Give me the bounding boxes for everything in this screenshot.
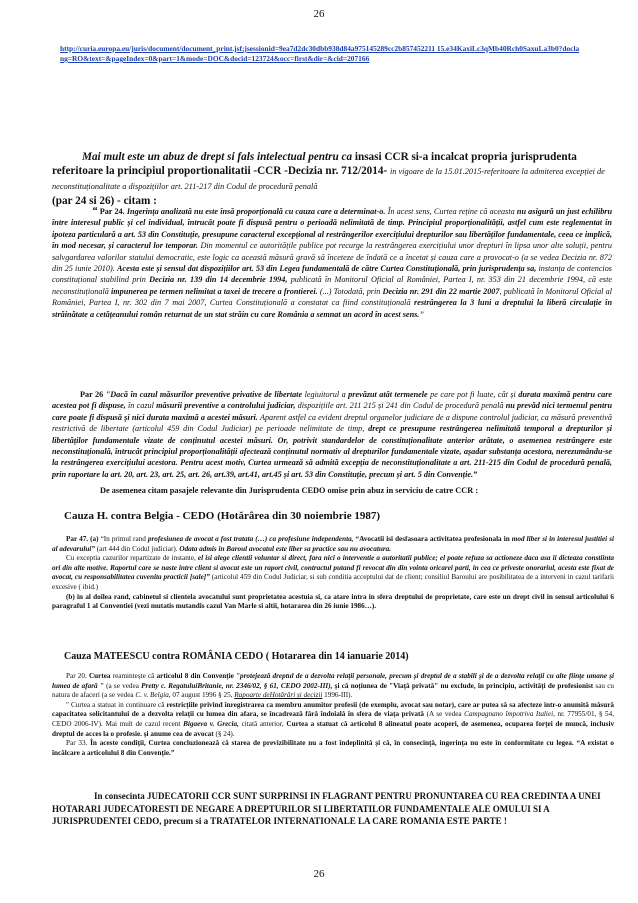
par-26-label: Par 26 (80, 390, 104, 399)
par-24-text: , publicată în Monitorul Oficial al României, Partea I, nr. 302 din 7 mai 2007, Curtea Constituțională a constatat ca fiind constituțională (52, 286, 612, 308)
mateescu-text: (A se vedea (426, 710, 462, 719)
par-24-text: nu asigură un just echilibru între interesul public și cel individual, întrucât poate fi dispusă pentru o perioadă nelimitată de timp. Principiul proporționalității, astfel cum este reglementat în ipoteza particulară a art. 53 din Constituție, presupune caracterul excepțional al restrângerilor exercițiului drepturilor sau libertăților fundamentale, ceea ce implică, în mod necesar, și caracterul lor temporar. (52, 207, 613, 251)
mateescu-text: " Curtea a statuat in continuare că (66, 700, 165, 709)
mateescu-text: Campagnano împotriva Italiei, (464, 710, 555, 719)
par-26-text: măsurii preventive a controlului judiciar, (156, 401, 296, 411)
belgium-body (52, 535, 614, 612)
par-24-text: În acest sens, Curtea reține că aceasta (387, 207, 515, 216)
belgium-text: el isi alege clientii voluntar si direct, fara nici o interventie a autoritatii publice; el poate refuza sa actioneze daca asa ii dicteaza constiinta ori din alte motive. Raportul care se naste intre client si avocat este un raport civil, contractul putand fi revocat din din vointa oricarei parti, in cea ce priveste onorariul, acesta este fixat de avocat, cu responsabilitatea cuvenita practicii [sale]” (52, 554, 614, 582)
page-number-top: 26 (313, 8, 325, 20)
mateescu-text: nr. 77955/01, § 54, CEDO 2006-IV). Mai mult de cazul recent (52, 710, 615, 728)
mateescu-text: "protejează dreptul de a dezvolta relații personale, precum și dreptul de a stabili și de a dezvolta relații cu alte ființe umane și lumea de afară " (52, 672, 615, 690)
cedo-intro-text: De asemenea citam pasajele relevante din Jurisprudenta CEDO omise prin abuz in serviciu de catre CCR : (100, 486, 479, 495)
mateescu-text: Par 33. (66, 739, 88, 748)
belgium-text: “Avocatii isi desfasoara activitatea profesionala in (355, 535, 510, 543)
par-24-text: instanța de contencios constituțional stabilind prin (52, 264, 612, 285)
lead-part2: insasi CCR si-a incalcat propria jurisprudenta referitoare la principiul proportionalitatii -CCR -Decizia nr. 712/2014- (52, 151, 577, 177)
par-24-text: Acesta este și sensul dat dispozițiilor art. 53 din Legea fundamentală de către Curtea Constituțională, prin jurisprudența sa, (116, 264, 537, 274)
belgium-text: (art 444 din Codul judiciar). (96, 544, 178, 553)
mateescu-text: restricțiile privind înregistrarea ca membru anumitor profesii (de exemplu, avocat sau notar), care ar putea să sa afecteze intr-o anumită măsură capacitatea solicitantului de a dezvolta relații cu lumea din afara, se încadrează fără îndoială în sfera de viața privată (52, 700, 614, 719)
belgium-text: Cu exceptia cazurilor repartizate de instante, (66, 554, 196, 563)
par-24-text: Decizia nr. 291 din 22 martie 2007 (382, 286, 500, 296)
quote-par-24 (52, 206, 612, 320)
mateescu-text: Rapoarte deHotărâri și decizii (234, 691, 323, 700)
lead-part1: Mai mult este un abuz de drept si fals intelectual pentru ca (82, 151, 353, 163)
quote-par-26 (52, 389, 612, 480)
belgium-text: Odata admis in Baroul avocatul este liber sa practice sau nu avocatura. (179, 544, 392, 553)
par-24-text: publicată în Monitorul Oficial al României, Partea I, nr. 353 din 21 decembrie 1994, că este neconstituțională (52, 275, 613, 296)
par-26-text: durata maximă pentru care acestea pot fi dispuse, (52, 390, 613, 411)
page-number-bottom: 26 (313, 868, 325, 880)
section-heading: Cauza MATEESCU contra ROMÂNIA CEDO ( Hotararea din 14 ianuarie 2014) (64, 651, 409, 662)
par-24-label: Par 24. (99, 207, 125, 216)
mateescu-text: 1996-III). (324, 691, 353, 700)
source-link[interactable]: http://curia.europa.eu/juris/document/document_print.jsf;jsessionid=9ea7d2dc30dbb938d84a975145289cc2b857452211 15.e34KaxiLc3qMb40Rch0SaxuLa3b0?doclang=RO&text=&pageIndex=0&part=1&mode=DOC&docid=123724&occ=first&dir=&cid=207166 (60, 44, 580, 63)
section-heading: Cauza H. contra Belgia - CEDO (Hotărârea din 30 noiembrie 1987) (64, 510, 381, 522)
par-24-text: Din momentul ce autoritățile publice pot recurge la restrângerea exercițiului unor drepturi în lipsa unor alte soluții, pentru salvgardarea valorilor statului democratic, este logic ca această măsură gravă să înceteze de îndată ce a încetat și cauza care a provocat-o (a se vedea Decizia nr. 872 din 25 iunie 2010). (52, 241, 612, 274)
par-26-text: Aparent astfel ca evident dreptul organelor judiciare de a dispune controlul judiciar, ca măsură preventivă restrictivă (52, 412, 612, 434)
mateescu-text: și că noțiunea de "Viață privată" nu exclude, în principiu, activități de profesionist (334, 681, 594, 690)
lead-part4: (par 24 si 26) - citam : (52, 195, 157, 207)
par-26-text: în cazul (128, 401, 154, 411)
closing-statement (52, 790, 612, 828)
mateescu-heading (64, 650, 624, 663)
cedo-intro (100, 485, 600, 496)
belgium-heading (64, 510, 624, 523)
par-26-text: drept ce presupune restrângerea nelimitată temporal a drepturilor și libertăților fundamentale vizate de conținutul acestei măsuri. (52, 424, 613, 445)
belgium-text: cabinetul si clientela avocatului sunt proprietatea acestuia si, ca atare intra in sfera dreptului de proprietate, care este un drept civil in sensul articolului 6 paragraful 1 al Conventiei (vezi mutatis mutandis cazul Van Marle si altii, hotararea din 26 iunie 1986…). (52, 592, 614, 611)
mateescu-text: 07 august 1996 § 25, (172, 691, 233, 700)
mateescu-text: C. v. Belgia, (135, 691, 171, 700)
mateescu-text: Par 20. (66, 672, 87, 680)
par-24-text: impunerea pe termen nelimitat a taxei de trecere a frontierei. (111, 286, 318, 296)
par-26-text: pe perioade nelimitate de timp, (255, 424, 365, 434)
par-26-text: Pentru acest motiv, Curtea urmează să admită excepția de neconstituționalitate a art. 211-215 din Codul de procedură penală, prin raportare la art. 20, art. 23, art. 25, art. 26, art.39, art.41, art.45 și art. 53 din Constituție, precum și art. 5 din Convenție.” (52, 458, 613, 479)
par-26-text: legiuitorul a (304, 390, 346, 399)
par-26-text: nu prevăd nici termenul pentru care poate fi dispusă și nici durata maximă a acestei măsuri. (52, 401, 612, 422)
par-24-text: (...) Totodată, prin (319, 286, 381, 296)
par-47-label: Par 47. (a) (66, 535, 99, 543)
par-26-text: de libertate (89, 424, 129, 434)
mateescu-text: citată anterior, (241, 719, 284, 728)
par-26-text: dispozițiile art. 211 215 și 241 din Codul de procedură penală (297, 401, 504, 411)
quote-open-mark: “ (92, 205, 98, 217)
belgium-text: “In primul rand (100, 535, 146, 543)
mateescu-text: sau cu natura de afaceri (a se vedea (52, 681, 615, 700)
mateescu-text: articolul 8 din Convenție (156, 672, 234, 680)
belgium-text: (articolul 459 din Codul Judiciar, si sub conditia acceptului dat de client; consiliul Baroului are posibilitatea de a interveni in cazul tarifarii excesive ( ibid.) (52, 573, 614, 591)
par-26-text: Or, potrivit standardelor de constituționalitate anterior arătate, o asemenea restrângere este neconstituțională, întrucât principiul proporționalității afectează conținutul normativ al drepturilor fundamentale vizate, așadar substanța acestora, nerezumându-se la restrângerea exercițiului acestora. (52, 435, 613, 468)
mateescu-text: Curtea (88, 672, 111, 680)
par-26-text: (articolul 459 din Codul Judiciar) (132, 424, 252, 434)
par-24-text: Ingerința analizată nu este însă proporțională cu cauza care a determinat-o. (126, 207, 386, 216)
lead-statement (52, 150, 618, 208)
mateescu-text: (§ 24). (215, 729, 235, 738)
mateescu-text: reamintește că (112, 672, 155, 680)
par-24-text: restrângerea la 3 luni a dreptului la liberă circulație în străinătate a cetățeanului român returnat de un stat străin cu care România a semnat un acord în acest sens. (52, 298, 612, 319)
belgium-text: mod liber si in interesul justitiei si al adevarului” (52, 535, 614, 553)
mateescu-text: Pretty c. RegatuluiBritanie, nr. 2346/02, § 61, CEDO 2002-III), (141, 681, 333, 690)
belgium-text: profesiunea de avocat a fost tratata (…) ca profesiune independenta, (147, 535, 354, 543)
closing-text: In consecinta JUDECATORII CCR SUNT SURPRINSI IN FLAGRANT PENTRU PRONUNTAREA CU REA CREDINTA A UNEI HOTARARI JUDECATORESTI DE NEGARE A DREPTURILOR SI LIBERTATILOR FUNDAMENTALE ALE OMULUI SI A JURISPRUDENTEI CEDO, precum si a TRATATELOR INTERNATIONALE LA CARE ROMANIA ESTE PARTE ! (52, 791, 601, 827)
mateescu-text: Curtea a statuat că articolul 8 alineatul poate acoperi, de asemenea, ocuparea forței de muncă, inclusiv dreptul de acces la o profesie. și anume cea de avocat (52, 719, 615, 738)
mateescu-body (52, 672, 614, 758)
mateescu-text: (a se vedea (106, 681, 139, 690)
mateescu-text: În aceste condiții, Curtea concluzionează că starea de previzibilitate nu a fost îndeplinită și că, în consecință, ingerința nu este în conformitate cu legea. “A existat o încălcare a articolului 8 din Convenție.” (52, 739, 614, 757)
par-24-text: Decizia nr. 139 din 14 decembrie 1994, (149, 275, 288, 285)
belgium-text: (b) in al doilea rand, (66, 592, 131, 601)
par-26-text: "Dacă în cazul măsurilor preventive privative de libertate (105, 390, 303, 399)
mateescu-text: Bigaeva v. Grecia, (183, 719, 239, 728)
quote-close-mark: ” (419, 309, 424, 319)
par-26-text: prevăzut atât termenele (348, 390, 428, 399)
par-26-text: pe care pot fi luate, cât și (430, 390, 516, 399)
lead-part3: in vigoare de la 15.01.2015-referitoare la admiterea excepției de neconstituționalitate a dispozițiilor art. 211-217 din Codul de procedură penală (52, 167, 605, 191)
